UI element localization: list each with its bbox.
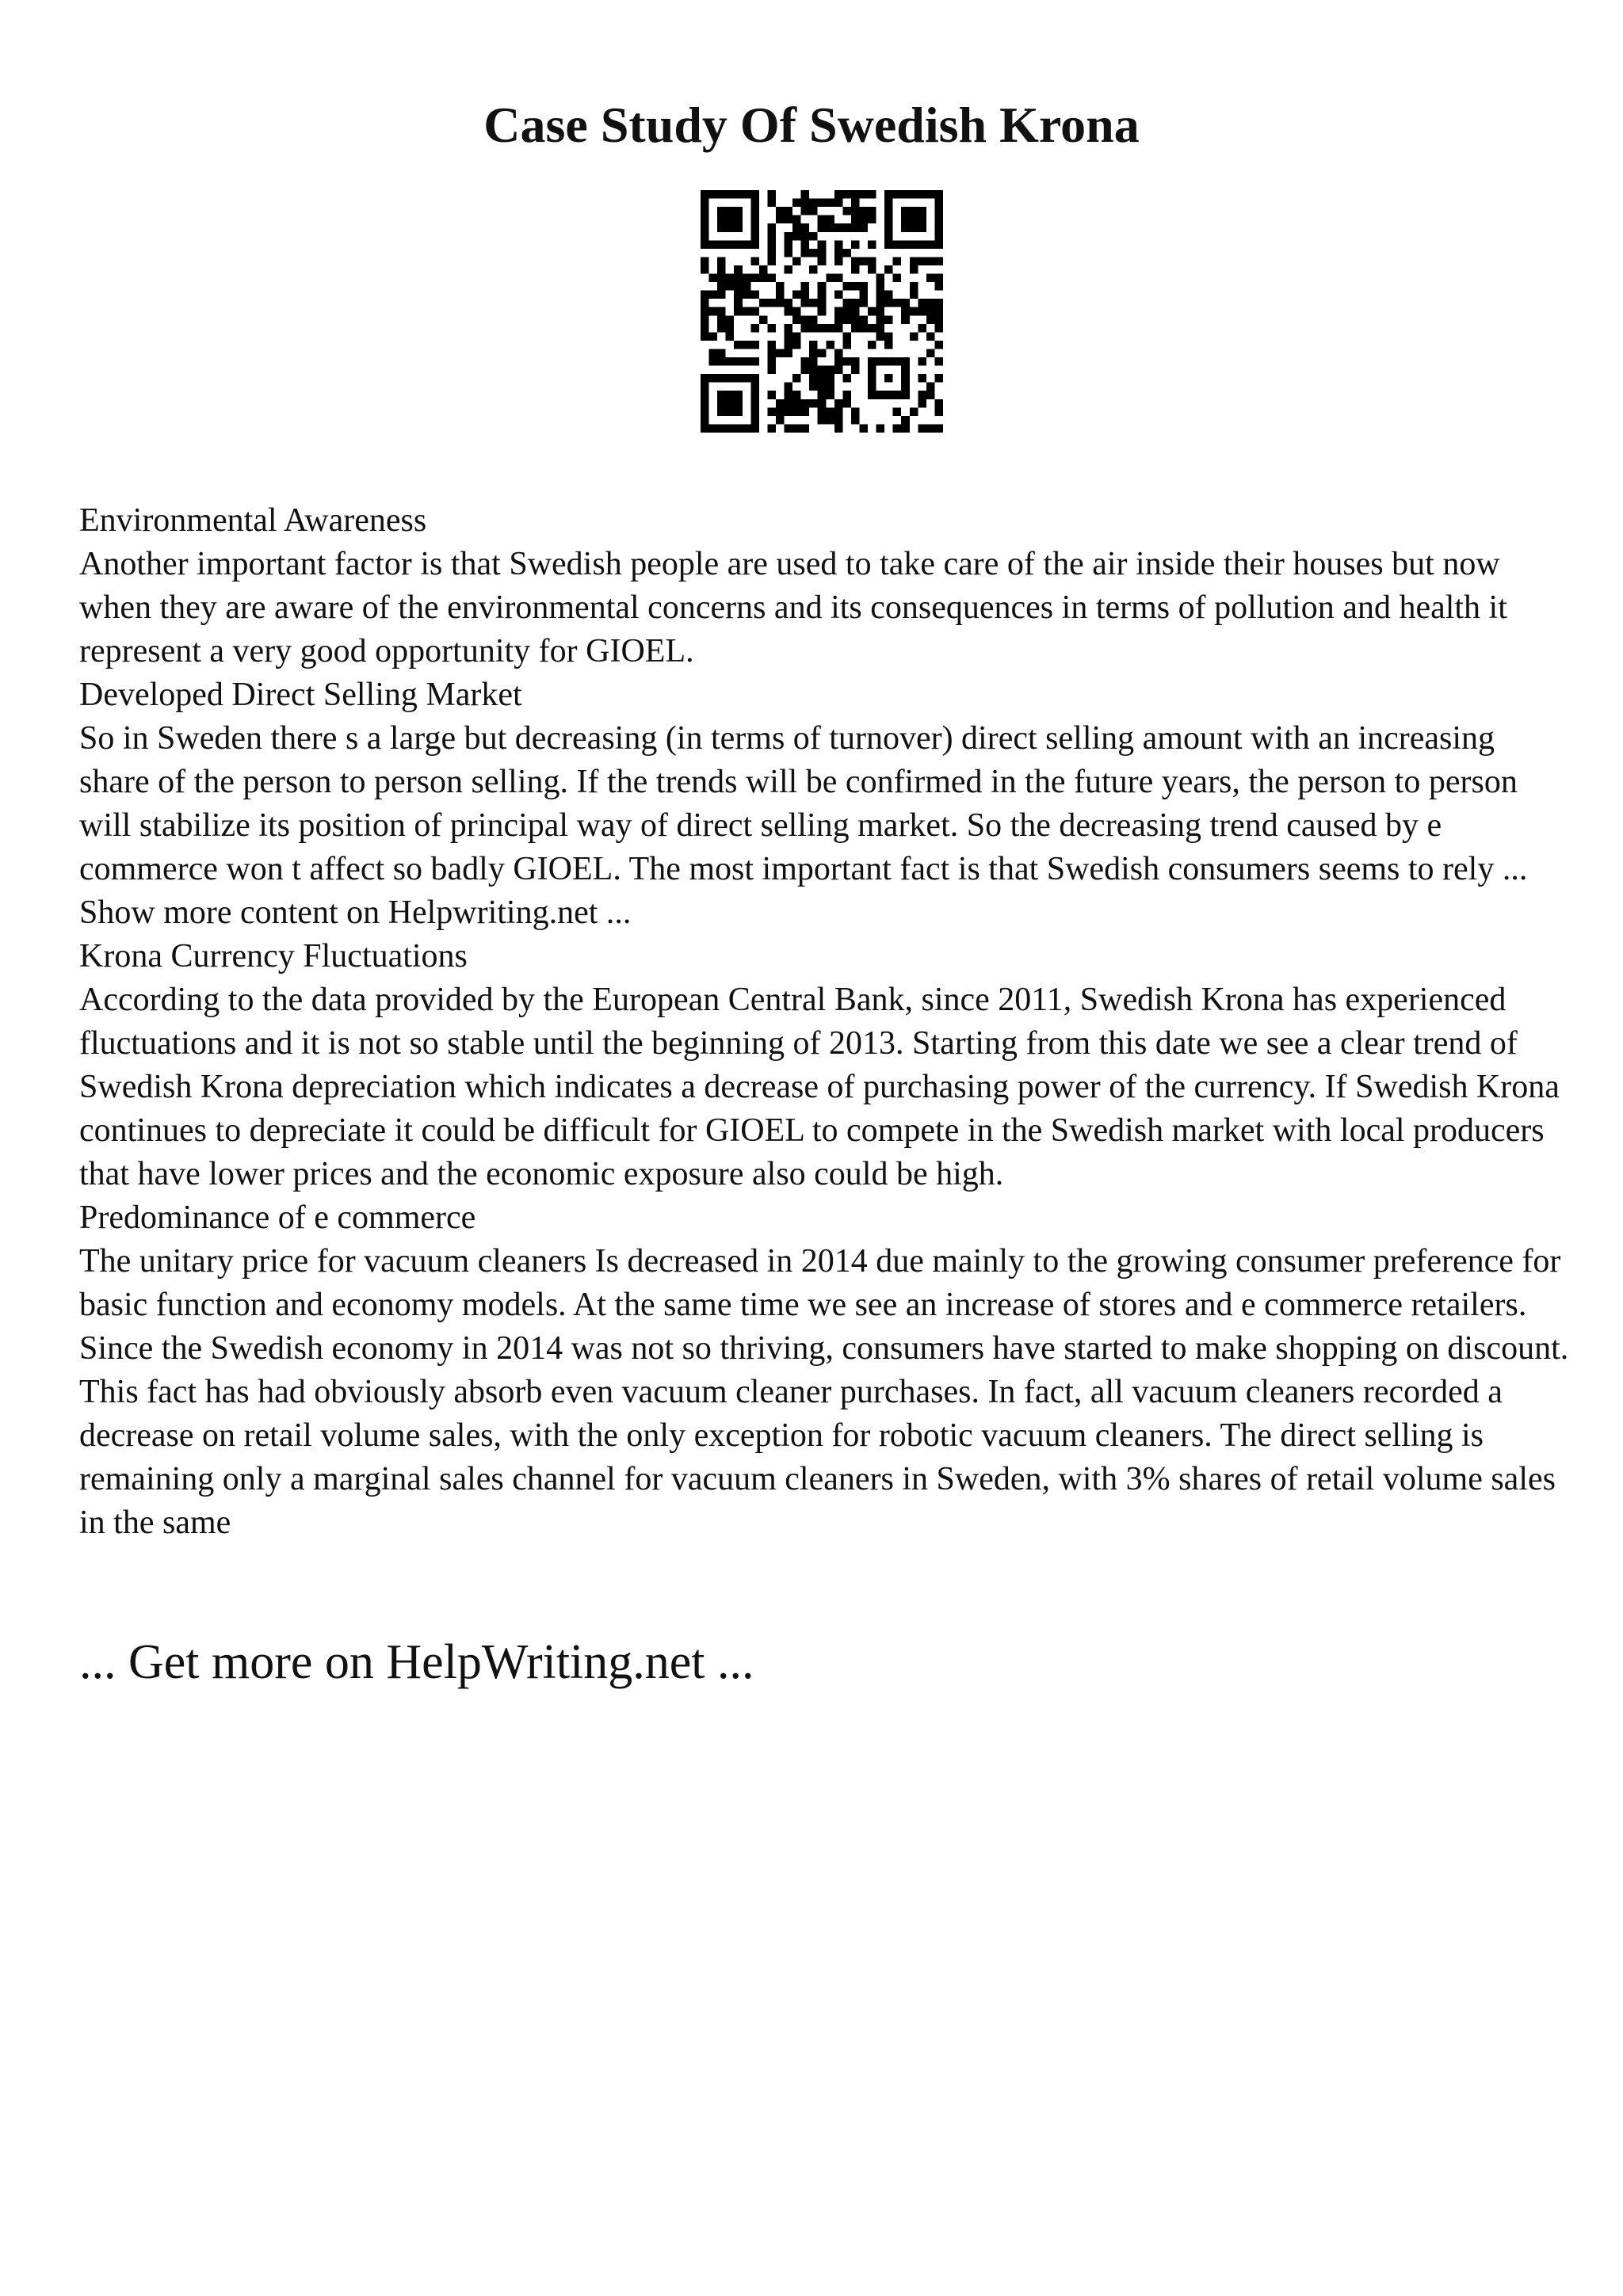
qr-code-icon (701, 190, 943, 433)
section-heading-direct-selling: Developed Direct Selling Market (79, 677, 522, 713)
document-body (79, 499, 1569, 1545)
section-heading-krona-fluctuations: Krona Currency Fluctuations (79, 938, 468, 974)
paragraph-direct-selling: So in Sweden there s a large but decreasing (in terms of turnover) direct selling amount with an increasing share of the person to person selling. If the trends will be confirmed in the future years, the person to person will stabilize its position of principal way of direct selling market. So the decreasing trend caused by e commerce won t affect so badly GIOEL. The most important fact is that Swedish consumers seems to rely ... Show more content on Helpwriting.net ... (79, 720, 1528, 931)
page-title: Case Study Of Swedish Krona (483, 97, 1140, 153)
section-heading-e-commerce: Predominance of e commerce (79, 1199, 476, 1236)
paragraph-environmental-awareness: Another important factor is that Swedish people are used to take care of the air inside their houses but now when they are aware of the environmental concerns and its consequences in terms of pollution and health it represent a very good opportunity for GIOEL. (79, 546, 1507, 669)
paragraph-krona-fluctuations: According to the data provided by the European Central Bank, since 2011, Swedish Krona has experienced fluctuations and it is not so stable until the beginning of 2013. Starting from this date we see a clear trend of Swedish Krona depreciation which indicates a decrease of purchasing power of the currency. If Swedish Krona continues to depreciate it could be difficult for GIOEL to compete in the Swedish market with local producers that have lower prices and the economic exposure also could be high. (79, 982, 1560, 1192)
paragraph-e-commerce: The unitary price for vacuum cleaners Is decreased in 2014 due mainly to the growing consumer preference for basic function and economy models. At the same time we see an increase of stores and e commerce retailers. Since the Swedish economy in 2014 was not so thriving, consumers have started to make shopping on discount. This fact has had obviously absorb even vacuum cleaner purchases. In fact, all vacuum cleaners recorded a decrease on retail volume sales, with the only exception for robotic vacuum cleaners. The direct selling is remaining only a marginal sales channel for vacuum cleaners in Sweden, with 3% shares of retail volume sales in the same (79, 1243, 1569, 1541)
section-heading-environmental-awareness: Environmental Awareness (79, 502, 427, 539)
get-more-link[interactable]: ... Get more on HelpWriting.net ... (79, 1635, 754, 1689)
